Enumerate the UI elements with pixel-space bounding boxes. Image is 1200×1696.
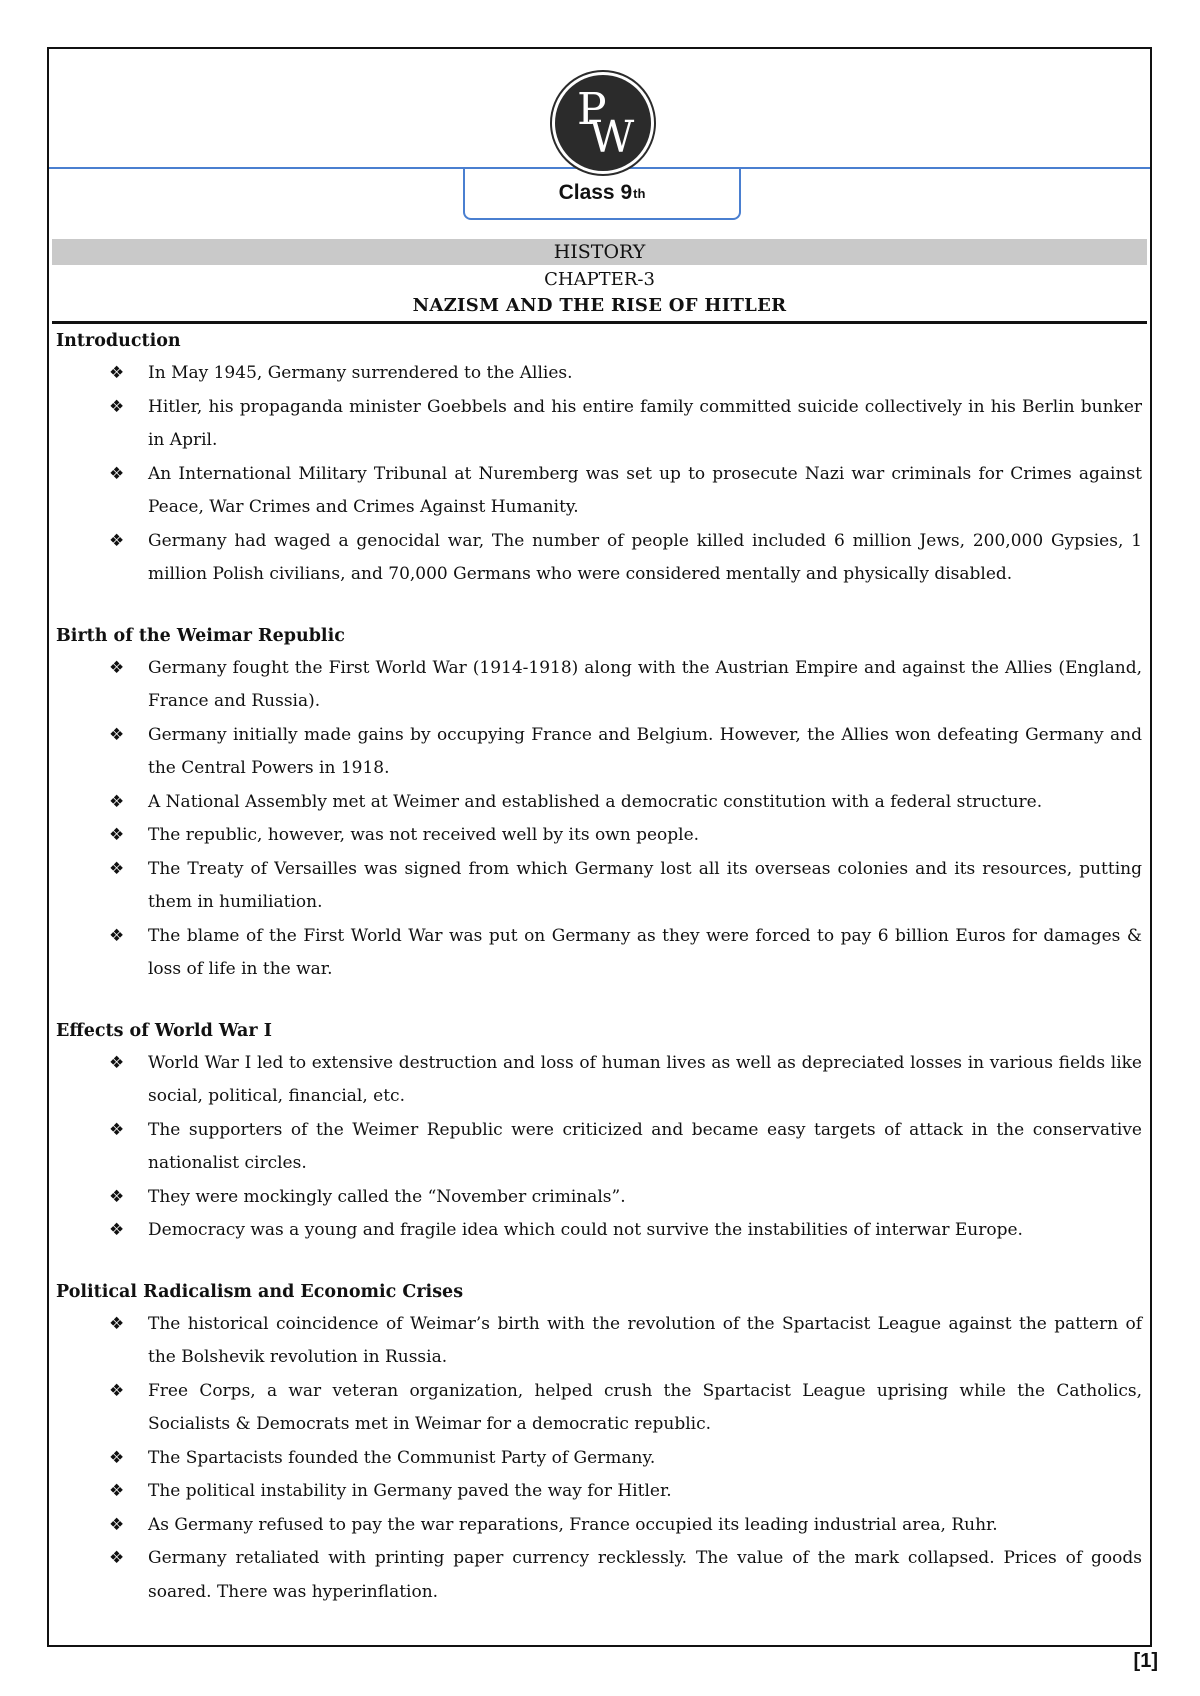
list-item (56, 1181, 1142, 1215)
header (49, 49, 1150, 169)
page-frame (47, 47, 1152, 1647)
class-label-box (463, 168, 741, 220)
title-divider (52, 321, 1147, 324)
section-heading: Birth of the Weimar Republic (56, 625, 345, 646)
list-item (56, 1047, 1142, 1114)
list-item-text: Free Corps, a war veteran organization, helped crush the Spartacist League uprising while the Catholics, Socialists & Democrats met in Weimar for a democratic republic. (148, 1380, 1142, 1434)
list-item (56, 1475, 1142, 1509)
list-item-text: As Germany refused to pay the war reparations, France occupied its leading industrial area, Ruhr. (148, 1514, 998, 1535)
list-item (56, 652, 1142, 719)
list-item-text: In May 1945, Germany surrendered to the Allies. (148, 363, 573, 383)
list-item (56, 1509, 1142, 1543)
diamond-bullet-icon: ❖ (109, 925, 125, 946)
section-weimar-republic (56, 620, 1142, 987)
section-effects-ww1 (56, 1015, 1142, 1248)
list-item (56, 391, 1142, 458)
list-item (56, 458, 1142, 525)
diamond-bullet-icon: ❖ (109, 396, 125, 417)
list-item (56, 1375, 1142, 1442)
diamond-bullet-icon: ❖ (109, 1514, 125, 1535)
list-item (56, 920, 1142, 987)
diamond-bullet-icon: ❖ (109, 530, 125, 551)
list-item-text: The blame of the First World War was put on Germany as they were forced to pay 6 billion Euros for damages & loss of life in the war. (148, 925, 1142, 979)
list-item-text: Hitler, his propaganda minister Goebbels and his entire family committed suicide collectively in his Berlin bunker in April. (148, 396, 1142, 450)
list-item (56, 719, 1142, 786)
list-item-text: World War I led to extensive destruction and loss of human lives as well as depreciated losses in various fields like social, political, financial, etc. (148, 1052, 1142, 1106)
list-item-text: Germany had waged a genocidal war, The number of people killed included 6 million Jews, 200,000 Gypsies, 1 million Polish civilians, and 70,000 Germans who were considered mentally and physically disabled. (148, 530, 1142, 584)
diamond-bullet-icon: ❖ (109, 1119, 125, 1140)
list-item-text: Germany retaliated with printing paper currency recklessly. The value of the mark collapsed. Prices of goods soared. There was hyperinflation. (148, 1548, 1142, 1602)
list-item (56, 1214, 1142, 1248)
diamond-bullet-icon: ❖ (109, 363, 125, 383)
list-item-text: An International Military Tribunal at Nuremberg was set up to prosecute Nazi war criminals for Crimes against Peace, War Crimes and Crimes Against Humanity. (148, 463, 1142, 517)
diamond-bullet-icon: ❖ (109, 1447, 125, 1468)
section-political-radicalism (56, 1276, 1142, 1610)
list-item-text: The republic, however, was not received well by its own people. (148, 825, 700, 845)
list-item (56, 1114, 1142, 1181)
list-item-text: A National Assembly met at Weimer and established a democratic constitution with a federal structure. (148, 791, 1043, 812)
content (56, 325, 1142, 1609)
list-item (56, 357, 1142, 391)
diamond-bullet-icon: ❖ (109, 724, 125, 745)
list-item-text: The Spartacists founded the Communist Party of Germany. (148, 1447, 656, 1468)
class-label-suffix: th (633, 185, 646, 201)
chapter-title: NAZISM AND THE RISE OF HITLER (412, 295, 787, 316)
list-item (56, 819, 1142, 853)
diamond-bullet-icon: ❖ (109, 858, 125, 879)
list-item-text: The political instability in Germany paved the way for Hitler. (148, 1481, 672, 1501)
section-heading: Introduction (56, 331, 181, 351)
chapter-number: CHAPTER-3 (544, 269, 655, 290)
diamond-bullet-icon: ❖ (109, 657, 125, 678)
page-number: [1] (1133, 1650, 1158, 1672)
list-item-text: Democracy was a young and fragile idea which could not survive the instabilities of interwar Europe. (148, 1220, 1023, 1240)
diamond-bullet-icon: ❖ (109, 1186, 125, 1207)
logo-letter-w: W (589, 112, 635, 163)
diamond-bullet-icon: ❖ (109, 825, 125, 845)
diamond-bullet-icon: ❖ (109, 1220, 125, 1240)
list-item-text: Germany initially made gains by occupying France and Belgium. However, the Allies won defeating Germany and the Central Powers in 1918. (148, 724, 1142, 778)
list-item (56, 1308, 1142, 1375)
diamond-bullet-icon: ❖ (109, 1313, 125, 1334)
section-heading: Political Radicalism and Economic Crises (56, 1281, 464, 1302)
list-item (56, 853, 1142, 920)
list-item (56, 786, 1142, 820)
list-item (56, 1542, 1142, 1609)
class-label: Class 9 (558, 181, 633, 204)
logo-letter-p: P (577, 84, 607, 135)
list-item (56, 525, 1142, 592)
diamond-bullet-icon: ❖ (109, 1380, 125, 1401)
diamond-bullet-icon: ❖ (109, 1548, 125, 1568)
diamond-bullet-icon: ❖ (109, 1052, 125, 1073)
diamond-bullet-icon: ❖ (109, 791, 125, 812)
pw-logo-icon (555, 75, 651, 171)
subject-title: HISTORY (52, 239, 1147, 265)
list-item-text: The historical coincidence of Weimar’s birth with the revolution of the Spartacist League against the pattern of the Bolshevik revolution in Russia. (148, 1313, 1142, 1367)
list-item (56, 1442, 1142, 1476)
section-heading: Effects of World War I (56, 1020, 272, 1041)
list-item-text: Germany fought the First World War (1914-1918) along with the Austrian Empire and against the Allies (England, France and Russia). (148, 657, 1142, 711)
list-item-text: They were mockingly called the “November criminals”. (148, 1186, 626, 1207)
diamond-bullet-icon: ❖ (109, 463, 125, 484)
diamond-bullet-icon: ❖ (109, 1481, 125, 1501)
section-introduction (56, 325, 1142, 592)
list-item-text: The Treaty of Versailles was signed from which Germany lost all its overseas colonies and its resources, putting them in humiliation. (148, 858, 1142, 912)
list-item-text: The supporters of the Weimer Republic were criticized and became easy targets of attack in the conservative nationalist circles. (148, 1119, 1142, 1173)
